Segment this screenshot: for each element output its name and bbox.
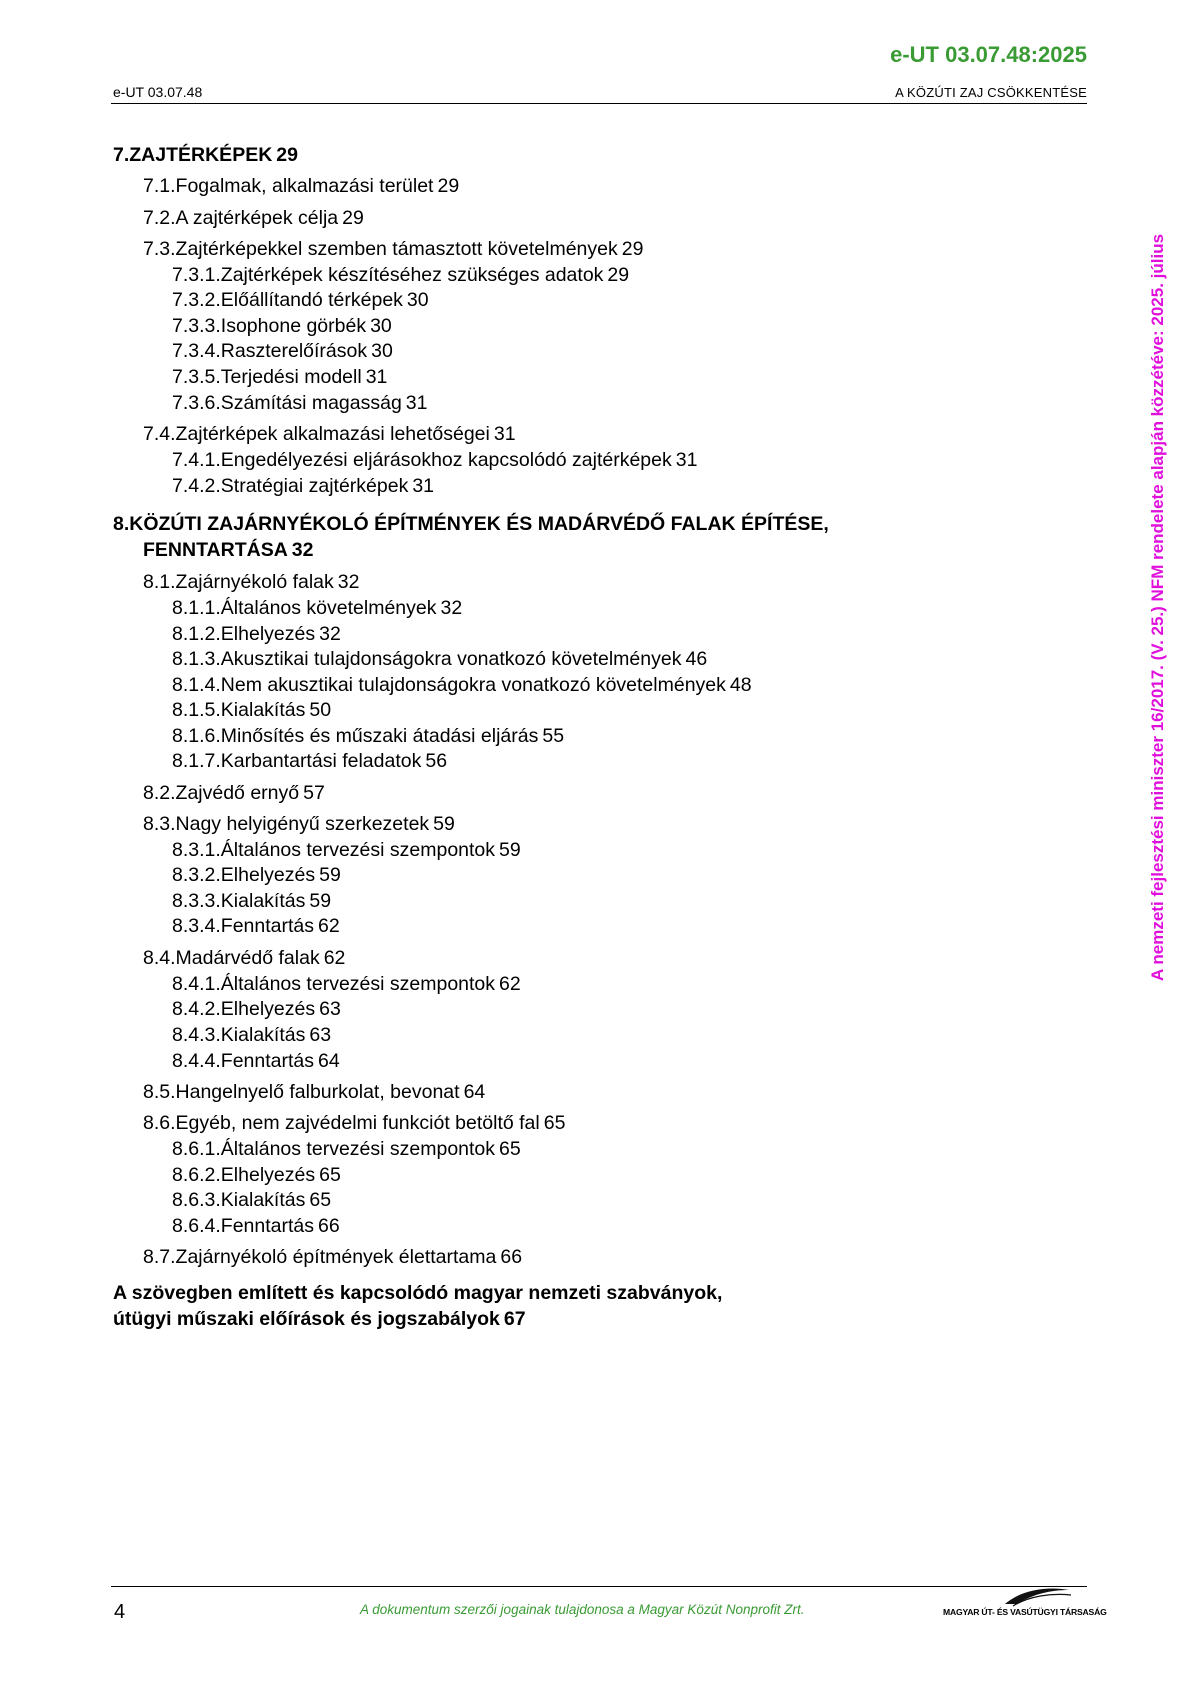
toc-entry-page: 30 <box>406 289 429 311</box>
toc-entry-number: 7.3.5. <box>172 366 221 388</box>
header-document-title: A KÖZÚTI ZAJ CSÖKKENTÉSE <box>895 85 1087 100</box>
toc-entry-title: Általános tervezési szempontok <box>220 973 496 995</box>
toc-entry-page: 65 <box>319 1164 341 1186</box>
toc-entry-page: 31 <box>675 449 698 471</box>
toc-entry-title: FENNTARTÁSA <box>143 539 288 561</box>
toc-entry-page: 46 <box>685 648 708 670</box>
toc-entry-title: Egyéb, nem zajvédelmi funkciót betöltő fal <box>175 1112 540 1134</box>
toc-entry-page: 31 <box>365 366 388 388</box>
toc-entry-title: Raszterelőírások <box>220 340 368 362</box>
toc-entry-number: 8.6.2. <box>172 1164 221 1186</box>
toc-entry-number: 8.3. <box>143 813 176 835</box>
toc-entry-page: 59 <box>309 890 332 912</box>
toc-entry-number: 8.3.3. <box>172 890 221 912</box>
toc-entry-title: Zajárnyékoló építmények élettartama <box>175 1246 497 1268</box>
toc-entry-page: 30 <box>371 340 393 362</box>
toc-entry-title: Minősítés és műszaki átadási eljárás <box>220 725 539 747</box>
toc-entry-title: Kialakítás <box>220 699 306 721</box>
toc-entry-number: 7.3.6. <box>172 392 221 414</box>
toc-entry-page: 65 <box>499 1138 521 1160</box>
toc-entry-page: 32 <box>337 571 360 593</box>
toc-entry-number: 8.1.3. <box>172 648 221 670</box>
toc-entry-number: 8.2. <box>143 782 176 804</box>
footer-rule <box>111 1586 1087 1587</box>
header-rule <box>111 103 1087 104</box>
toc-entry-title: Elhelyezés <box>220 998 316 1020</box>
toc-entry-number: 7.2. <box>143 207 176 229</box>
toc-entry-title: A zajtérképek célja <box>175 207 339 229</box>
toc-entry-title: Elhelyezés <box>220 623 316 645</box>
toc-entry-number: 8.1. <box>143 571 176 593</box>
toc-entry-title: Fenntartás <box>220 915 315 937</box>
toc-entry-number: 8.3.4. <box>172 915 221 937</box>
toc-entry-page: 62 <box>318 915 340 937</box>
toc-entry-page: 62 <box>499 973 521 995</box>
toc-entry-number: 7.4.1. <box>172 449 221 471</box>
toc-entry-title: Terjedési modell <box>220 366 362 388</box>
toc-entry-number: 8.6.1. <box>172 1138 221 1160</box>
toc-entry-number: 8.3.2. <box>172 864 221 886</box>
toc-entry-number: 8.4. <box>143 947 176 969</box>
toc-entry-page: 65 <box>543 1112 566 1134</box>
toc-entry-title: KÖZÚTI ZAJÁRNYÉKOLÓ ÉPÍTMÉNYEK ÉS MADÁRVÉDŐ FALAK ÉPÍTÉSE, <box>129 513 829 535</box>
toc-entry-page: 63 <box>319 998 341 1020</box>
toc-entry-number: 8.3.1. <box>172 839 221 861</box>
toc-entry-page: 64 <box>318 1050 340 1072</box>
toc-entry-number: 8.5. <box>143 1081 176 1103</box>
toc-entry-number: 7.1. <box>143 175 176 197</box>
toc-entry-number: 8.4.1. <box>172 973 221 995</box>
toc-entry-page: 29 <box>607 264 630 286</box>
toc-entry-title: Számítási magasság <box>220 392 402 414</box>
toc-entry-page: 59 <box>499 839 521 861</box>
toc-entry-title: Előállítandó térképek <box>220 289 403 311</box>
toc-entry-number: 8.1.2. <box>172 623 221 645</box>
toc-entry-page: 32 <box>319 623 341 645</box>
toc-entry-page: 63 <box>309 1024 332 1046</box>
toc-entry-page: 32 <box>440 597 463 619</box>
toc-entry-title: Karbantartási feladatok <box>220 750 422 772</box>
toc-entry-title: Stratégiai zajtérképek <box>220 475 409 497</box>
toc-entry-title: útügyi műszaki előírások és jogszabályok <box>113 1308 500 1330</box>
toc-entry-title: Kialakítás <box>220 1189 306 1211</box>
toc-entry-title: A szövegben említett és kapcsolódó magyar nemzeti szabványok, <box>113 1282 723 1304</box>
toc-entry-page: 29 <box>342 207 364 229</box>
toc-entry-number: 7.3.4. <box>172 340 221 362</box>
toc-entry-page: 32 <box>291 539 314 561</box>
toc-entry-title: Nem akusztikai tulajdonságokra vonatkozó követelmények <box>220 674 726 696</box>
toc-entry-number: 8.6.3. <box>172 1189 221 1211</box>
toc-entry-title: Zajtérképek alkalmazási lehetőségei <box>175 423 490 445</box>
toc-entry-page: 65 <box>309 1189 332 1211</box>
toc-entry-page: 29 <box>437 175 460 197</box>
toc-entry-title: Kialakítás <box>220 1024 306 1046</box>
toc-entry-page: 29 <box>276 144 298 166</box>
toc-entry-title: Madárvédő falak <box>175 947 320 969</box>
toc-entry-page: 29 <box>621 238 644 260</box>
toc-entry-number: 8.6. <box>143 1112 176 1134</box>
toc-entry-number: 8.1.7. <box>172 750 221 772</box>
toc-entry-number: 8.4.2. <box>172 998 221 1020</box>
toc-entry-page: 31 <box>412 475 435 497</box>
toc-entry-title: Zajtérképekkel szemben támasztott követelmények <box>175 238 618 260</box>
toc-entry-number: 7.4.2. <box>172 475 221 497</box>
toc-entry-number: 8.7. <box>143 1246 176 1268</box>
toc-entry-page: 31 <box>405 392 428 414</box>
toc-entry-title: Kialakítás <box>220 890 306 912</box>
toc-entry-number: 7.4. <box>143 423 176 445</box>
toc-entry-title: Fogalmak, alkalmazási terület <box>175 175 434 197</box>
toc-entry-page: 62 <box>323 947 346 969</box>
toc-entry-number: 7.3.3. <box>172 315 221 337</box>
toc-entry-page: 59 <box>433 813 455 835</box>
toc-entry-page: 59 <box>319 864 341 886</box>
toc-entry-page: 48 <box>729 674 752 696</box>
toc-entry-title: Általános tervezési szempontok <box>220 1138 496 1160</box>
toc-entry-title: Engedélyezési eljárásokhoz kapcsolódó zajtérképek <box>220 449 672 471</box>
toc-entry-number: 8.4.4. <box>172 1050 221 1072</box>
toc-entry-page: 67 <box>503 1308 526 1330</box>
toc-entry-page: 66 <box>500 1246 523 1268</box>
toc-entry-title: Fenntartás <box>220 1050 315 1072</box>
toc-entry-title: Isophone görbék <box>220 315 367 337</box>
toc-entry-page: 57 <box>303 782 325 804</box>
copyright-notice: A dokumentum szerzői jogainak tulajdonosa a Magyar Közút Nonprofit Zrt. <box>360 1602 805 1617</box>
toc-entry-number: 7.3.1. <box>172 264 221 286</box>
toc-entry-title: Általános követelmények <box>220 597 437 619</box>
toc-entry-page: 56 <box>425 750 448 772</box>
toc-entry-page: 55 <box>542 725 565 747</box>
toc-entry-title: Zajárnyékoló falak <box>175 571 334 593</box>
toc-entry-page: 64 <box>463 1081 486 1103</box>
toc-entry-number: 7. <box>113 144 130 166</box>
toc-entry-title: Általános tervezési szempontok <box>220 839 496 861</box>
toc-entry-title: Elhelyezés <box>220 864 316 886</box>
toc-entry-page: 66 <box>318 1215 340 1237</box>
toc-entry-number: 8. <box>113 513 130 535</box>
toc-entry-number: 7.3.2. <box>172 289 221 311</box>
toc-entry-title: ZAJTÉRKÉPEK <box>129 144 273 166</box>
toc-entry-title: Hangelnyelő falburkolat, bevonat <box>175 1081 460 1103</box>
toc-entry-title: Elhelyezés <box>220 1164 316 1186</box>
toc-entry-page: 31 <box>493 423 516 445</box>
toc-entry-number: 8.4.3. <box>172 1024 221 1046</box>
header-document-id: e-UT 03.07.48 <box>113 84 203 100</box>
document-code: e-UT 03.07.48:2025 <box>890 42 1087 67</box>
toc-entry-number: 8.1.5. <box>172 699 221 721</box>
toc-entry-page: 30 <box>370 315 392 337</box>
toc-entry-number: 8.6.4. <box>172 1215 221 1237</box>
toc-entry-number: 7.3. <box>143 238 176 260</box>
toc-entry-title: Akusztikai tulajdonságokra vonatkozó követelmények <box>220 648 682 670</box>
toc-entry-title: Zajtérképek készítéséhez szükséges adatok <box>220 264 604 286</box>
society-logo-text: MAGYAR ÚT- ÉS VASÚTÜGYI TÁRSASÁG <box>943 1607 1107 1617</box>
toc-entry-number: 8.1.4. <box>172 674 221 696</box>
toc-entry-title: Zajvédő ernyő <box>175 782 300 804</box>
toc-entry-page: 50 <box>309 699 332 721</box>
publication-side-note: A nemzeti fejlesztési miniszter 16/2017. (V. 25.) NFM rendelete alapján közzétéve: 2025. július <box>1148 233 1167 982</box>
toc-entry-title: Nagy helyigényű szerkezetek <box>175 813 430 835</box>
toc-entry-title: Fenntartás <box>220 1215 315 1237</box>
page-number: 4 <box>114 1601 126 1623</box>
toc-entry-number: 8.1.6. <box>172 725 221 747</box>
toc-entry-number: 8.1.1. <box>172 597 221 619</box>
